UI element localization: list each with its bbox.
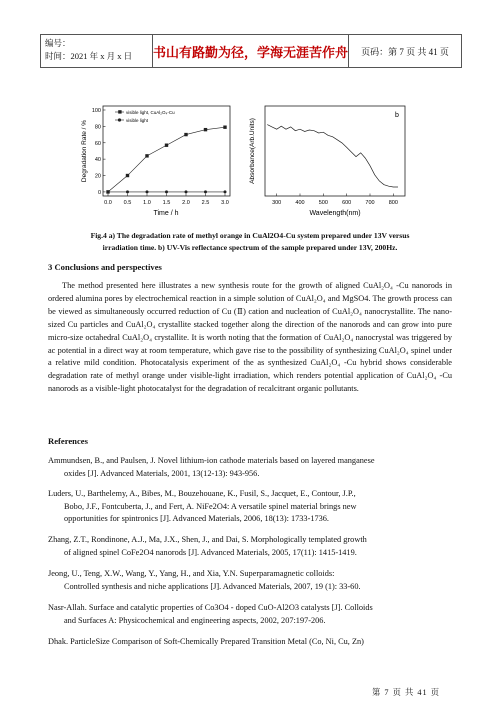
reference-line: of aligned spinel CoFe2O4 nanorods [J]. Advanced Materials, 2005, 17(11): 1415-1419.: [64, 547, 357, 557]
reference-item: [48, 636, 452, 649]
data-point: [223, 126, 226, 129]
data-point: [126, 190, 129, 193]
x-tick-label-a: 3.0: [221, 200, 229, 206]
data-point: [146, 190, 149, 193]
x-tick-label-a: 0.0: [104, 200, 112, 206]
legend-label-2: visible light: [126, 118, 149, 123]
data-point: [165, 144, 168, 147]
reference-line: Controlled synthesis and niche applications [J]. Advanced Materials, 2007, 19 (1): 33-60.: [64, 581, 361, 591]
data-point: [224, 190, 227, 193]
data-point: [204, 190, 207, 193]
x-tick-label-b: 800: [388, 200, 398, 206]
x-tick-label-b: 700: [365, 200, 375, 206]
section-title: 3 Conclusions and perspectives: [48, 262, 162, 272]
header-motto: 书山有路勤为径，学海无涯苦作舟: [153, 35, 349, 67]
reference-item: [48, 602, 452, 627]
x-tick-label-b: 300: [272, 200, 282, 206]
page-header: [40, 34, 462, 68]
reference-line: Ammundsen, B., and Paulsen, J. Novel lithium-ion cathode materials based on layered manganese: [48, 456, 375, 465]
reference-line: Zhang, Z.T., Rondinone, A.J., Ma, J.X., Shen, J., and Dai, S. Morphologically templated growth: [48, 535, 367, 544]
data-point: [184, 133, 187, 136]
y-tick-label-a: 60: [94, 140, 101, 147]
data-point: [107, 190, 110, 193]
chart-panel-a: [81, 106, 230, 217]
y-tick-label-a: 0: [97, 189, 101, 196]
reference-line: oxides [J]. Advanced Materials, 2001, 13(12-13): 943-956.: [64, 468, 260, 478]
x-tick-label-a: 2.0: [182, 200, 190, 206]
reference-line: opportunities for spintronics [J]. Advanced Materials, 2006, 18(13): 1733-1736.: [64, 514, 329, 524]
spectrum-line: [267, 125, 398, 187]
data-point: [204, 128, 207, 131]
legend-marker-1: [118, 110, 121, 113]
data-point: [145, 154, 148, 157]
reference-line: Luders, U., Barthelemy, A., Bibes, M., Bouzehouane, K., Fusil, S., Jacquet, E., Contour, J.P.,: [48, 489, 356, 498]
y-axis-label-a: Degradation Rate / %: [81, 119, 88, 183]
chart-panel-b: [249, 106, 405, 217]
reference-line: and Surfaces A: Physicochemical and engineering aspects, 2002, 207:197-206.: [64, 615, 326, 625]
series-line-a1: [108, 127, 225, 192]
panel-label-b: b: [395, 112, 399, 119]
header-page-label: 页码：第 7 页 共 41 页: [361, 46, 449, 57]
reference-item: [48, 488, 452, 526]
reference-item: [48, 568, 452, 593]
x-tick-label-a: 1.0: [143, 200, 151, 206]
references-title: References: [48, 436, 88, 446]
legend-marker-2: [118, 118, 121, 121]
x-tick-label-b: 600: [342, 200, 352, 206]
y-tick-label-a: 20: [94, 173, 101, 180]
data-point: [126, 174, 129, 177]
x-tick-label-a: 1.5: [162, 200, 171, 206]
x-tick-label-a: 0.5: [123, 200, 132, 206]
time-label: 时间：2021 年 x 月 x 日: [45, 51, 133, 61]
conclusions-paragraph: The method presented here illustrates a new synthesis route for the growth of aligned CuAl₂O₄ -Cu nanorods in ordered alumina pores by electrochemical reaction in a simple solution of CuAl₂O₄ and MgSO4. The growth process can be viewed as simultaneously occurred reduction of Cu (Ⅱ) cation and nucleation of CuAl₂O₄ nanocrystallite. The nano-sized Cu particles and CuAl₂O₄ crystallite stacked together along the direction of the nanorods and can grow into pure micro-size octahedral CuAl₂O₄ crystallite. It is worth noting that the formation of CuAl₂O₄ nanocrystal was triggered by ac potential in a direct way at room temperature, which gave rise to the possibility of synthesizing CuAl₂O₄ spinel under a relative mild condition. Photocatalysis experiment of the as synthesized CuAl₂O₄ -Cu hybrid shows considerable degradation rate of methyl orange under visible-light irradiation, which renders potential application of CuAl₂O₄ -Cu nanorods as a visible-light photocatalyst for the degradation of recalcitrant organic pollutants.: [48, 281, 452, 394]
y-tick-label-a: 100: [91, 108, 101, 114]
data-point: [185, 190, 188, 193]
plot-frame-a: [103, 106, 230, 196]
x-axis-label-a: Time / h: [153, 210, 179, 217]
x-tick-label-b: 400: [295, 200, 305, 206]
x-tick-label-a: 2.5: [201, 200, 210, 206]
y-axis-label-b: Absorbance(Arb.Units): [249, 118, 256, 184]
data-point: [165, 190, 168, 193]
figure-4: [80, 98, 410, 223]
x-tick-label-b: 500: [318, 200, 328, 206]
page-footer: 第 7 页 共 41 页: [371, 688, 440, 697]
reference-line: Jeong, U., Teng, X.W., Wang, Y., Yang, H., and Xia, Y.N. Superparamagnetic colloids:: [48, 569, 335, 578]
reference-line: Dhak. ParticleSize Comparison of Soft-Chemically Prepared Transition Metal (Co, Ni, Cu, Zn): [48, 637, 364, 646]
y-tick-label-a: 80: [94, 124, 101, 131]
header-left-cell: [41, 35, 153, 67]
figure-caption: Fig.4 a) The degradation rate of methyl orange in CuAl2O4-Cu system prepared under 13V versus irradiation time. b) UV-Vis reflectance spectrum of the sample prepared under 13V, 200Hz.: [90, 231, 410, 252]
reference-line: Nasr-Allah. Surface and catalytic properties of Co3O4 - doped CuO-Al2O3 catalysts [J]. Colloids: [48, 603, 373, 612]
y-tick-label-a: 40: [94, 157, 101, 164]
x-axis-label-b: Wavelength(nm): [309, 210, 361, 217]
legend-label-1: visible light, CuAl₂O₄-Cu: [126, 110, 175, 115]
code-label: 编号：: [45, 38, 71, 48]
plot-frame-b: [265, 106, 405, 196]
reference-item: [48, 534, 452, 559]
reference-line: Bobo, J.F., Fontcuberta, J., and Fert, A. NiFe2O4: A versatile spinel material brings new: [64, 501, 357, 511]
reference-item: [48, 455, 452, 480]
